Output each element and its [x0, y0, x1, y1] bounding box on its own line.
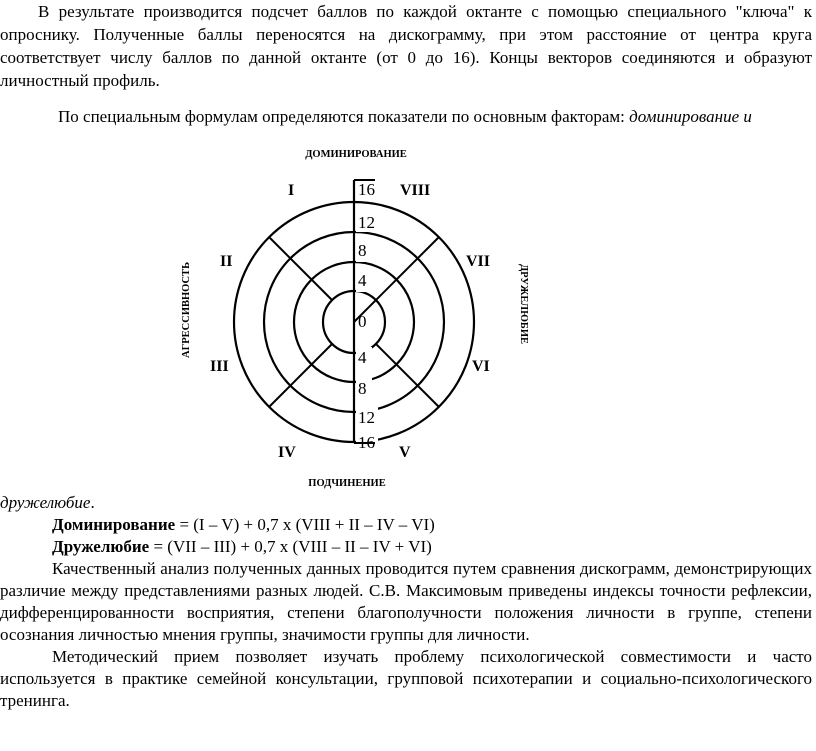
continuation-italic: дружелюбие — [0, 493, 91, 512]
octant-V: V — [399, 444, 411, 461]
octant-VII: VII — [466, 253, 491, 270]
lower-section — [0, 492, 812, 712]
octant-VI: VI — [472, 358, 490, 375]
octant-VIII: VIII — [400, 182, 431, 199]
scale-lower-8: 8 — [358, 379, 367, 398]
friendliness-label: Дружелюбие — [52, 537, 150, 556]
formulas-intro-italic: доминирование и — [629, 107, 752, 126]
discogram-diagram — [170, 140, 550, 490]
caption-submission: ПОДЧИНЕНИЕ — [308, 478, 386, 489]
diagonal-lower-left — [269, 344, 332, 407]
caption-friendliness: ДРУЖЕЛЮБИЕ — [518, 263, 529, 345]
analysis-text: Качественный анализ полученных данных проводится путем сравнения дискограмм, демонстрирующих различие между представлениями разных людей. С.В. Максимовым приведены индексы точности рефлексии, дифференцированности восприятия, степени благополучности положения личности в группе, степени осознания личностью мнения группы, значимости группы для личности. — [0, 559, 812, 644]
octant-III: III — [210, 358, 229, 375]
scale-upper-12: 12 — [358, 213, 375, 232]
friendliness-expression: = (VII – III) + 0,7 x (VIII – II – IV + VI) — [149, 537, 432, 556]
diagonal-upper-left — [269, 237, 332, 300]
scale-upper-16: 16 — [358, 180, 375, 199]
analysis-paragraph — [0, 558, 812, 646]
dominance-formula — [0, 514, 812, 536]
octant-I: I — [288, 182, 295, 199]
scale-upper-4: 4 — [358, 271, 367, 290]
diagonal-lower-right — [376, 344, 439, 407]
scale-lower-4: 4 — [358, 348, 367, 367]
friendliness-formula — [0, 536, 812, 558]
method-text: Методический прием позволяет изучать проблему психологической совместимости и часто используется в практике семейной консультации, групповой психотерапии и социально-психологического тренинга. — [0, 647, 812, 710]
scale-lower-16: 16 — [358, 433, 375, 452]
formulas-intro-text: По специальным формулам определяются показатели по основным факторам: — [58, 107, 630, 126]
method-paragraph — [0, 646, 812, 712]
dominance-label: Доминирование — [52, 515, 176, 534]
dominance-expression: = (I – V) + 0,7 x (VIII + II – IV – VI) — [175, 515, 435, 534]
formulas-intro-line — [58, 106, 752, 128]
scale-center-0: 0 — [358, 312, 367, 331]
caption-dominance: ДОМИНИРОВАНИЕ — [305, 149, 407, 160]
octant-IV: IV — [278, 444, 296, 461]
scale-upper-8: 8 — [358, 241, 367, 260]
continuation-line: дружелюбие. — [0, 493, 95, 512]
octant-II: II — [220, 253, 233, 270]
intro-text: В результате производится подсчет баллов по каждой октанте с помощью специального "ключа" к опроснику. Полученные баллы переносятся на дискограмму, при этом расстояние от центра круга соответствует числу баллов по данной октанте (от 0 до 16). Концы векторов соединяются и образуют личностный профиль. — [0, 2, 812, 90]
caption-aggression: АГРЕССИВНОСТЬ — [181, 261, 192, 359]
intro-paragraph — [0, 0, 812, 92]
scale-lower-12: 12 — [358, 408, 375, 427]
